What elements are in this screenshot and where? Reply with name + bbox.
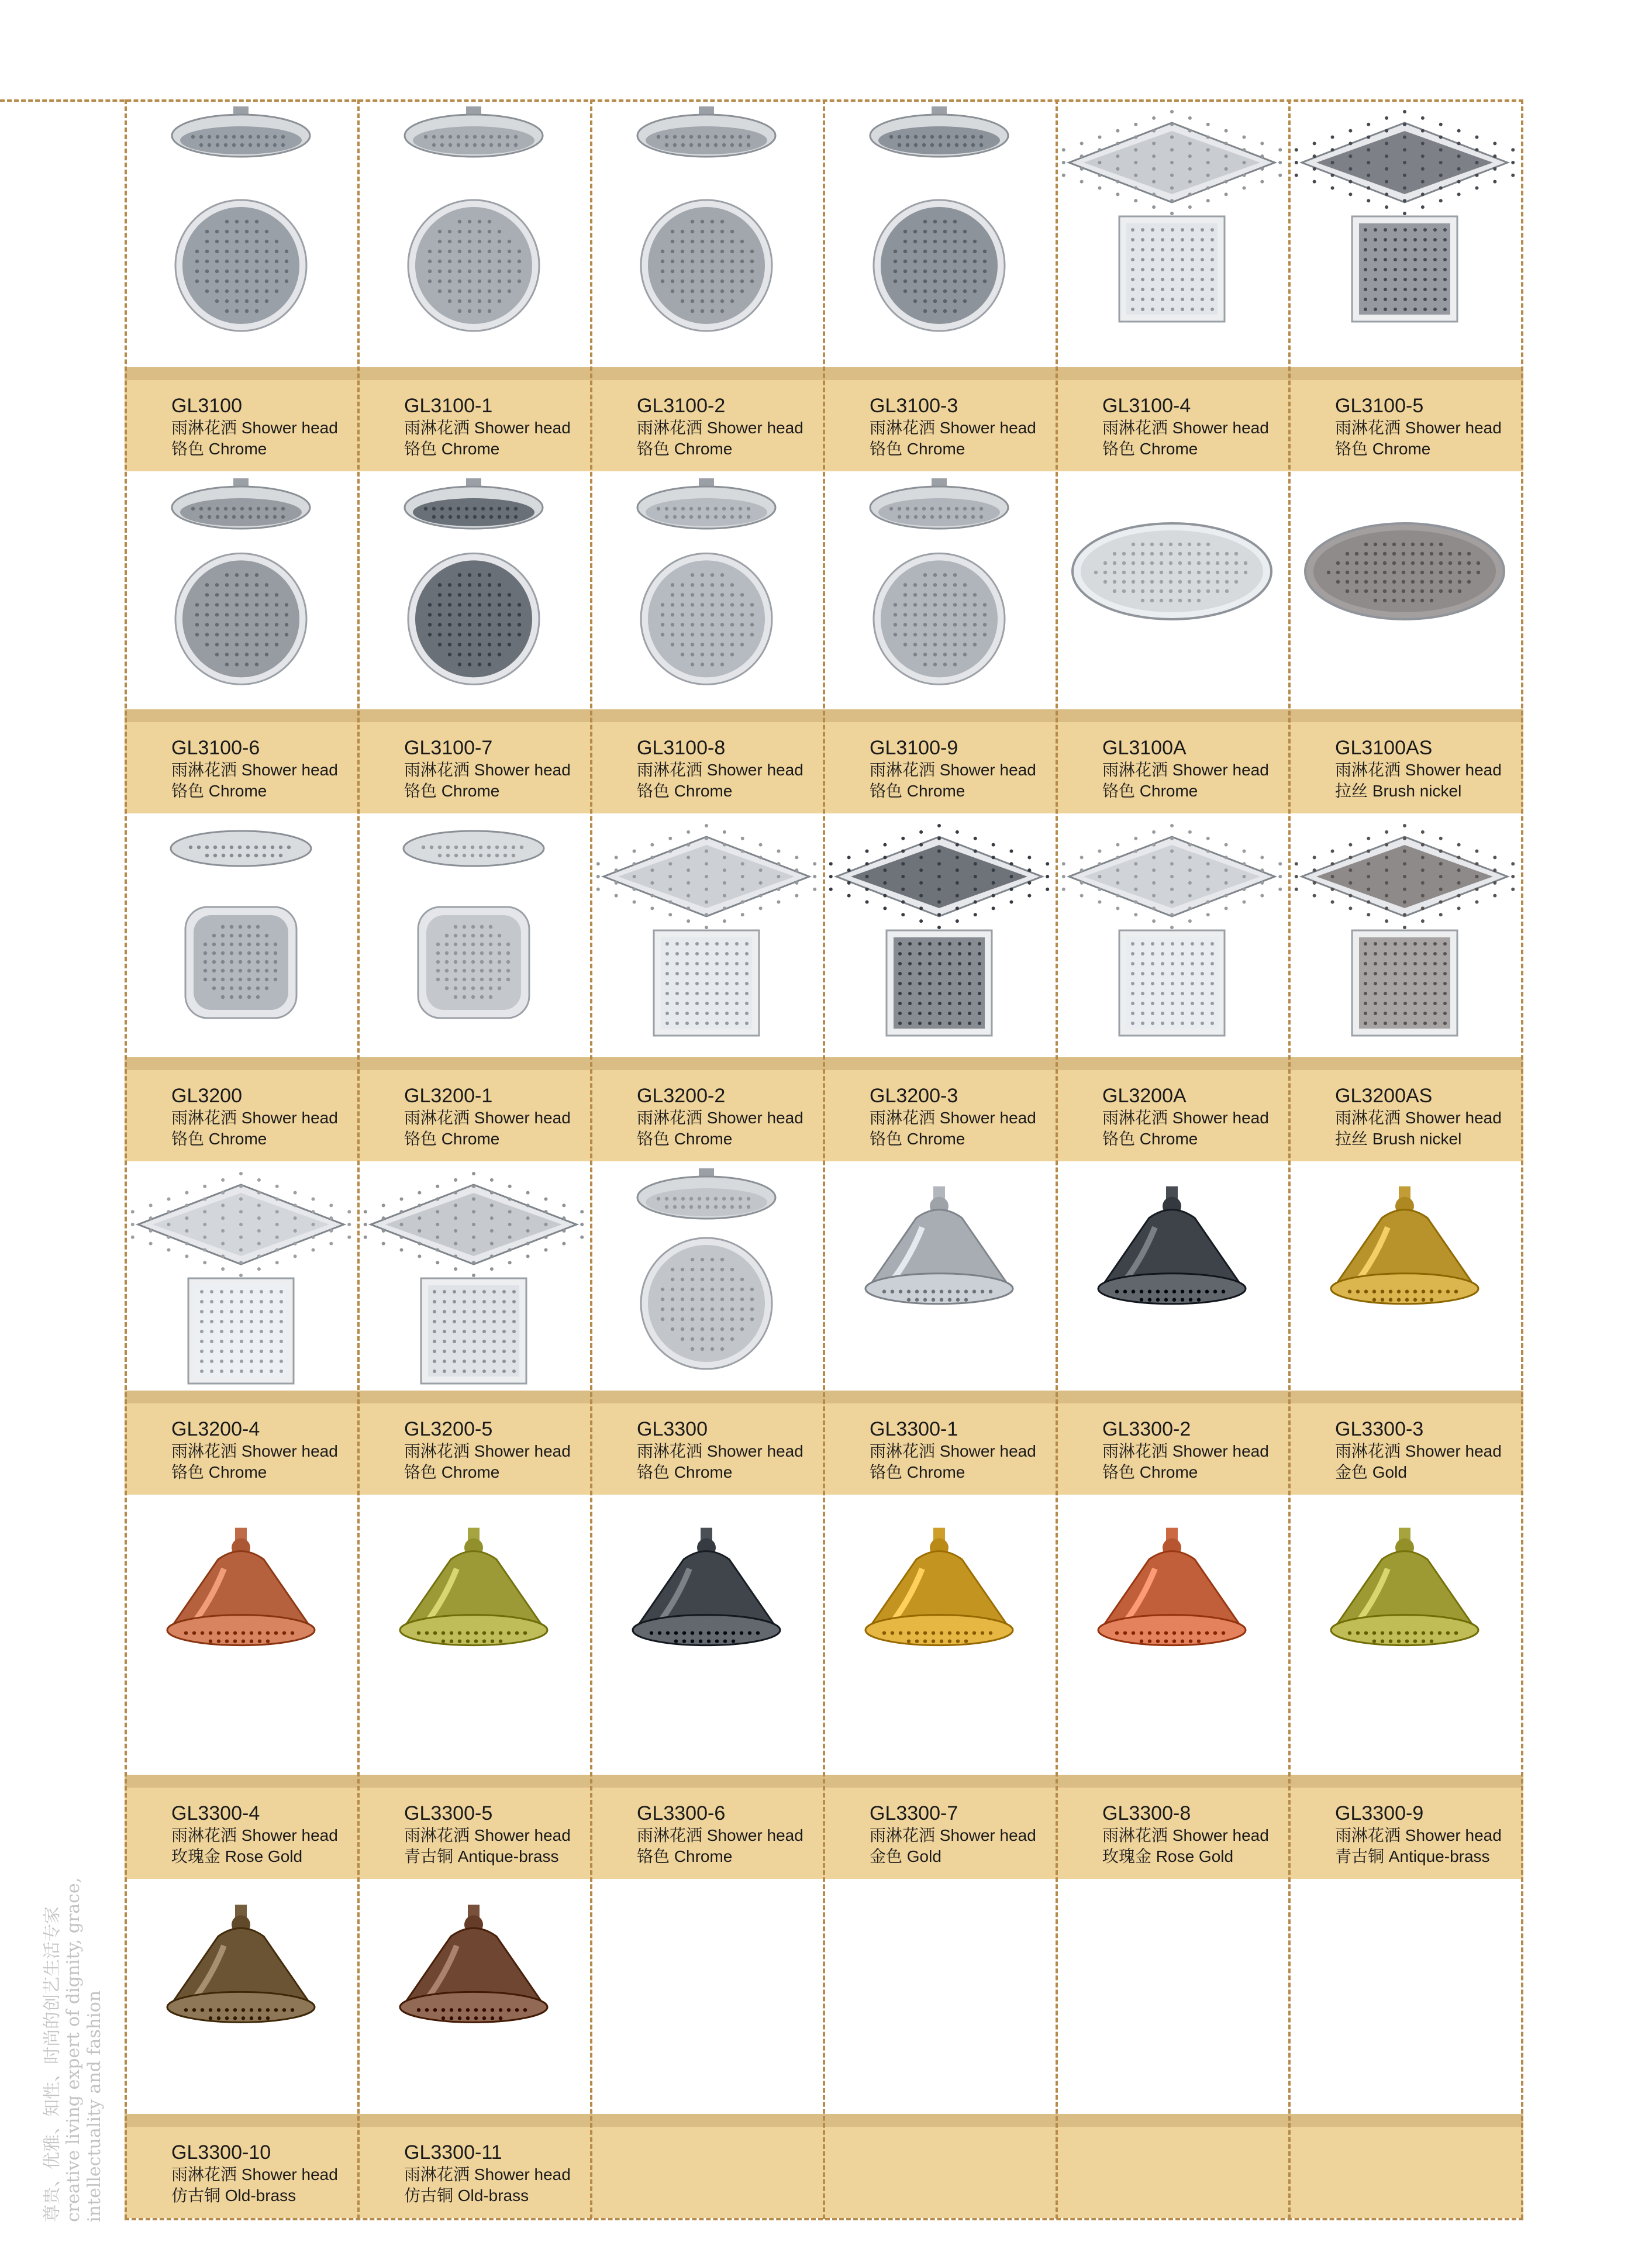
product-photo <box>357 1495 590 1775</box>
product-finish: 铬色 Chrome <box>637 440 733 458</box>
bell-showerhead-icon <box>823 1495 1056 1775</box>
bell-showerhead-icon <box>1288 1495 1521 1775</box>
oval-showerhead-icon <box>1288 471 1521 709</box>
product-label <box>870 1802 1036 1867</box>
product-photo <box>357 1879 590 2114</box>
product-label <box>171 394 338 460</box>
product-photo <box>1056 99 1288 367</box>
grid-divider <box>1056 99 1058 2219</box>
product-photo <box>1288 1161 1521 1391</box>
round-showerhead-icon <box>357 471 590 709</box>
product-description: 雨淋花洒 Shower head <box>1102 419 1269 437</box>
product-card <box>357 99 590 471</box>
product-code: GL3100A <box>1102 737 1187 759</box>
product-description: 雨淋花洒 Shower head <box>870 761 1036 779</box>
product-label <box>404 2141 571 2206</box>
product-card <box>1056 1161 1288 1495</box>
round-showerhead-icon <box>823 99 1056 367</box>
product-code: GL3200AS <box>1335 1085 1433 1107</box>
product-label <box>637 1802 803 1867</box>
product-description: 雨淋花洒 Shower head <box>404 1109 571 1127</box>
square-showerhead-icon <box>590 813 823 1057</box>
product-description: 雨淋花洒 Shower head <box>637 1442 803 1460</box>
product-description: 雨淋花洒 Shower head <box>637 761 803 779</box>
product-photo <box>590 1495 823 1775</box>
product-code: GL3300-3 <box>1335 1418 1424 1440</box>
product-code: GL3300-11 <box>404 2141 502 2164</box>
product-photo <box>357 1161 590 1391</box>
product-finish: 仿古铜 Old-brass <box>171 2186 296 2205</box>
product-card <box>1056 1495 1288 1879</box>
product-finish: 铬色 Chrome <box>1102 440 1198 458</box>
product-code: GL3300-5 <box>404 1802 493 1824</box>
bell-showerhead-icon <box>1056 1161 1288 1391</box>
product-code: GL3100-9 <box>870 737 958 759</box>
product-finish: 铬色 Chrome <box>870 440 965 458</box>
product-label <box>1102 394 1269 460</box>
product-card <box>1288 813 1521 1161</box>
product-finish: 金色 Gold <box>1335 1463 1407 1481</box>
product-description: 雨淋花洒 Shower head <box>171 1442 338 1460</box>
round-showerhead-icon <box>125 471 357 709</box>
product-photo <box>125 471 357 709</box>
product-finish: 青古铜 Antique-brass <box>1335 1847 1490 1865</box>
product-code: GL3300-4 <box>171 1802 260 1824</box>
product-finish: 铬色 Chrome <box>1102 782 1198 800</box>
brand-slogan <box>42 1878 105 2222</box>
grid-divider <box>0 99 1523 102</box>
product-photo <box>1056 1161 1288 1391</box>
product-description: 雨淋花洒 Shower head <box>1335 1826 1502 1844</box>
product-card <box>1288 99 1521 471</box>
product-code: GL3200-1 <box>404 1085 493 1107</box>
product-description: 雨淋花洒 Shower head <box>1102 1109 1269 1127</box>
product-card <box>823 99 1056 471</box>
product-photo <box>1288 1495 1521 1775</box>
round-showerhead-icon <box>357 99 590 367</box>
bell-showerhead-icon <box>590 1495 823 1775</box>
product-description: 雨淋花洒 Shower head <box>1335 419 1502 437</box>
product-photo <box>1056 813 1288 1057</box>
product-finish: 铬色 Chrome <box>404 440 500 458</box>
product-finish: 铬色 Chrome <box>637 1463 733 1481</box>
product-code: GL3300-1 <box>870 1418 958 1440</box>
product-card <box>1288 1161 1521 1495</box>
square-showerhead-icon <box>125 1161 357 1391</box>
product-finish: 铬色 Chrome <box>171 440 267 458</box>
product-description: 雨淋花洒 Shower head <box>1335 1442 1502 1460</box>
product-description: 雨淋花洒 Shower head <box>404 1826 571 1844</box>
product-description: 雨淋花洒 Shower head <box>404 1442 571 1460</box>
product-code: GL3100-7 <box>404 737 493 759</box>
rounded-square-showerhead-icon <box>357 813 590 1057</box>
product-description: 雨淋花洒 Shower head <box>404 2165 571 2183</box>
product-description: 雨淋花洒 Shower head <box>1335 761 1502 779</box>
round-showerhead-icon <box>590 1161 823 1391</box>
product-description: 雨淋花洒 Shower head <box>870 1442 1036 1460</box>
product-description: 雨淋花洒 Shower head <box>171 1826 338 1844</box>
product-code: GL3300-8 <box>1102 1802 1191 1824</box>
product-card <box>1288 1495 1521 1879</box>
product-finish: 玫瑰金 Rose Gold <box>171 1847 303 1865</box>
product-label <box>404 736 571 802</box>
square-showerhead-icon <box>823 813 1056 1057</box>
product-card <box>125 99 357 471</box>
product-label <box>870 1084 1036 1150</box>
product-label <box>1102 1802 1269 1867</box>
product-label <box>171 2141 338 2206</box>
product-description: 雨淋花洒 Shower head <box>404 419 571 437</box>
slogan-chinese: 尊贵、优雅、知性、时尚的创艺生活专家 <box>42 1906 63 2222</box>
product-label <box>637 1084 803 1150</box>
product-code: GL3100-8 <box>637 737 726 759</box>
oval-showerhead-icon <box>1056 471 1288 709</box>
product-label <box>637 1417 803 1483</box>
product-code: GL3300-7 <box>870 1802 958 1824</box>
product-card <box>357 1879 590 2218</box>
product-code: GL3100-4 <box>1102 395 1191 417</box>
product-finish: 铬色 Chrome <box>171 1463 267 1481</box>
product-description: 雨淋花洒 Shower head <box>171 761 338 779</box>
product-finish: 铬色 Chrome <box>1102 1463 1198 1481</box>
product-description: 雨淋花洒 Shower head <box>1102 1442 1269 1460</box>
product-code: GL3300 <box>637 1418 708 1440</box>
product-finish: 青古铜 Antique-brass <box>404 1847 559 1865</box>
product-photo <box>590 99 823 367</box>
product-description: 雨淋花洒 Shower head <box>637 1109 803 1127</box>
product-label <box>171 1084 338 1150</box>
grid-divider <box>1521 99 1523 2219</box>
product-card <box>823 1161 1056 1495</box>
round-showerhead-icon <box>590 99 823 367</box>
product-card <box>823 471 1056 813</box>
product-code: GL3100 <box>171 395 242 417</box>
product-finish: 拉丝 Brush nickel <box>1335 782 1462 800</box>
product-photo <box>125 1161 357 1391</box>
product-card <box>357 1161 590 1495</box>
product-label <box>1335 1084 1502 1150</box>
product-label <box>870 1417 1036 1483</box>
product-card <box>125 1879 357 2218</box>
product-code: GL3300-6 <box>637 1802 726 1824</box>
product-description: 雨淋花洒 Shower head <box>171 419 338 437</box>
product-code: GL3200-2 <box>637 1085 726 1107</box>
square-showerhead-icon <box>1288 813 1521 1057</box>
product-photo <box>823 813 1056 1057</box>
product-photo <box>823 99 1056 367</box>
product-card <box>357 813 590 1161</box>
product-photo <box>823 1495 1056 1775</box>
square-showerhead-icon <box>357 1161 590 1391</box>
product-finish: 铬色 Chrome <box>870 782 965 800</box>
product-code: GL3300-9 <box>1335 1802 1424 1824</box>
product-card <box>1288 471 1521 813</box>
product-label <box>1335 1417 1502 1483</box>
product-code: GL3100-6 <box>171 737 260 759</box>
product-code: GL3200A <box>1102 1085 1187 1107</box>
product-card <box>590 99 823 471</box>
product-photo <box>125 99 357 367</box>
product-finish: 玫瑰金 Rose Gold <box>1102 1847 1234 1865</box>
product-code: GL3200-4 <box>171 1418 260 1440</box>
product-finish: 铬色 Chrome <box>171 782 267 800</box>
grid-divider <box>1288 99 1291 2219</box>
product-card <box>823 1495 1056 1879</box>
product-label <box>171 736 338 802</box>
product-label <box>870 394 1036 460</box>
product-label <box>1335 736 1502 802</box>
product-card <box>1056 99 1288 471</box>
grid-divider <box>125 99 127 2219</box>
product-finish: 铬色 Chrome <box>870 1463 965 1481</box>
product-label <box>1102 736 1269 802</box>
product-photo <box>1056 471 1288 709</box>
product-label <box>1335 394 1502 460</box>
product-finish: 金色 Gold <box>870 1847 941 1865</box>
product-description: 雨淋花洒 Shower head <box>637 1826 803 1844</box>
product-finish: 铬色 Chrome <box>404 1130 500 1148</box>
product-finish: 铬色 Chrome <box>1335 440 1431 458</box>
product-photo <box>590 1161 823 1391</box>
product-finish: 铬色 Chrome <box>1102 1130 1198 1148</box>
product-card <box>357 471 590 813</box>
product-photo <box>125 1495 357 1775</box>
product-finish: 仿古铜 Old-brass <box>404 2186 529 2205</box>
product-photo <box>357 99 590 367</box>
product-label <box>637 394 803 460</box>
round-showerhead-icon <box>823 471 1056 709</box>
grid-divider <box>823 99 825 2219</box>
product-description: 雨淋花洒 Shower head <box>637 419 803 437</box>
product-photo <box>590 471 823 709</box>
product-finish: 铬色 Chrome <box>404 782 500 800</box>
product-code: GL3300-10 <box>171 2141 271 2164</box>
product-photo <box>1288 471 1521 709</box>
product-finish: 铬色 Chrome <box>404 1463 500 1481</box>
product-photo <box>823 1161 1056 1391</box>
product-label <box>171 1802 338 1867</box>
product-card <box>1056 813 1288 1161</box>
product-photo <box>125 1879 357 2114</box>
product-finish: 铬色 Chrome <box>637 1847 733 1865</box>
product-photo <box>357 471 590 709</box>
product-photo <box>1056 1495 1288 1775</box>
bell-showerhead-icon <box>823 1161 1056 1391</box>
bell-showerhead-icon <box>357 1879 590 2114</box>
product-label <box>637 736 803 802</box>
bell-showerhead-icon <box>125 1495 357 1775</box>
bell-showerhead-icon <box>1056 1495 1288 1775</box>
product-description: 雨淋花洒 Shower head <box>870 1109 1036 1127</box>
product-card <box>590 471 823 813</box>
product-code: GL3100-3 <box>870 395 958 417</box>
bell-showerhead-icon <box>125 1879 357 2114</box>
product-card <box>125 813 357 1161</box>
product-card <box>590 1161 823 1495</box>
product-code: GL3100AS <box>1335 737 1433 759</box>
round-showerhead-icon <box>590 471 823 709</box>
round-showerhead-icon <box>125 99 357 367</box>
product-label <box>870 736 1036 802</box>
product-description: 雨淋花洒 Shower head <box>1102 1826 1269 1844</box>
product-description: 雨淋花洒 Shower head <box>171 1109 338 1127</box>
product-photo <box>590 813 823 1057</box>
product-photo <box>357 813 590 1057</box>
product-description: 雨淋花洒 Shower head <box>404 761 571 779</box>
product-description: 雨淋花洒 Shower head <box>870 419 1036 437</box>
product-card <box>823 813 1056 1161</box>
product-label <box>404 1417 571 1483</box>
product-label <box>1335 1802 1502 1867</box>
product-description: 雨淋花洒 Shower head <box>1335 1109 1502 1127</box>
product-photo <box>1288 99 1521 367</box>
product-label <box>404 394 571 460</box>
product-card <box>125 471 357 813</box>
product-code: GL3200-5 <box>404 1418 493 1440</box>
product-card <box>590 1495 823 1879</box>
product-finish: 拉丝 Brush nickel <box>1335 1130 1462 1148</box>
bell-showerhead-icon <box>1288 1161 1521 1391</box>
product-finish: 铬色 Chrome <box>637 1130 733 1148</box>
product-card <box>1056 471 1288 813</box>
slogan-english-2: intellectuality and fashion <box>84 1990 105 2222</box>
rounded-square-showerhead-icon <box>125 813 357 1057</box>
square-showerhead-icon <box>1056 813 1288 1057</box>
product-photo <box>823 471 1056 709</box>
product-photo <box>125 813 357 1057</box>
product-label <box>1102 1084 1269 1150</box>
product-code: GL3200 <box>171 1085 242 1107</box>
product-description: 雨淋花洒 Shower head <box>171 2165 338 2183</box>
product-label <box>1102 1417 1269 1483</box>
slogan-english-1: creative living expert of dignity, grace, <box>63 1877 84 2222</box>
product-code: GL3200-3 <box>870 1085 958 1107</box>
product-code: GL3300-2 <box>1102 1418 1191 1440</box>
product-code: GL3100-1 <box>404 395 493 417</box>
grid-divider <box>590 99 592 2219</box>
product-card <box>357 1495 590 1879</box>
product-label <box>171 1417 338 1483</box>
product-code: GL3100-5 <box>1335 395 1424 417</box>
bell-showerhead-icon <box>357 1495 590 1775</box>
product-finish: 铬色 Chrome <box>171 1130 267 1148</box>
product-label <box>404 1802 571 1867</box>
product-label <box>404 1084 571 1150</box>
product-photo <box>1288 813 1521 1057</box>
product-card <box>590 813 823 1161</box>
product-card <box>125 1161 357 1495</box>
product-code: GL3100-2 <box>637 395 726 417</box>
square-showerhead-icon <box>1056 99 1288 367</box>
grid-divider <box>357 99 360 2219</box>
product-finish: 铬色 Chrome <box>637 782 733 800</box>
product-description: 雨淋花洒 Shower head <box>1102 761 1269 779</box>
product-finish: 铬色 Chrome <box>870 1130 965 1148</box>
square-showerhead-icon <box>1288 99 1521 367</box>
product-description: 雨淋花洒 Shower head <box>870 1826 1036 1844</box>
product-card <box>125 1495 357 1879</box>
